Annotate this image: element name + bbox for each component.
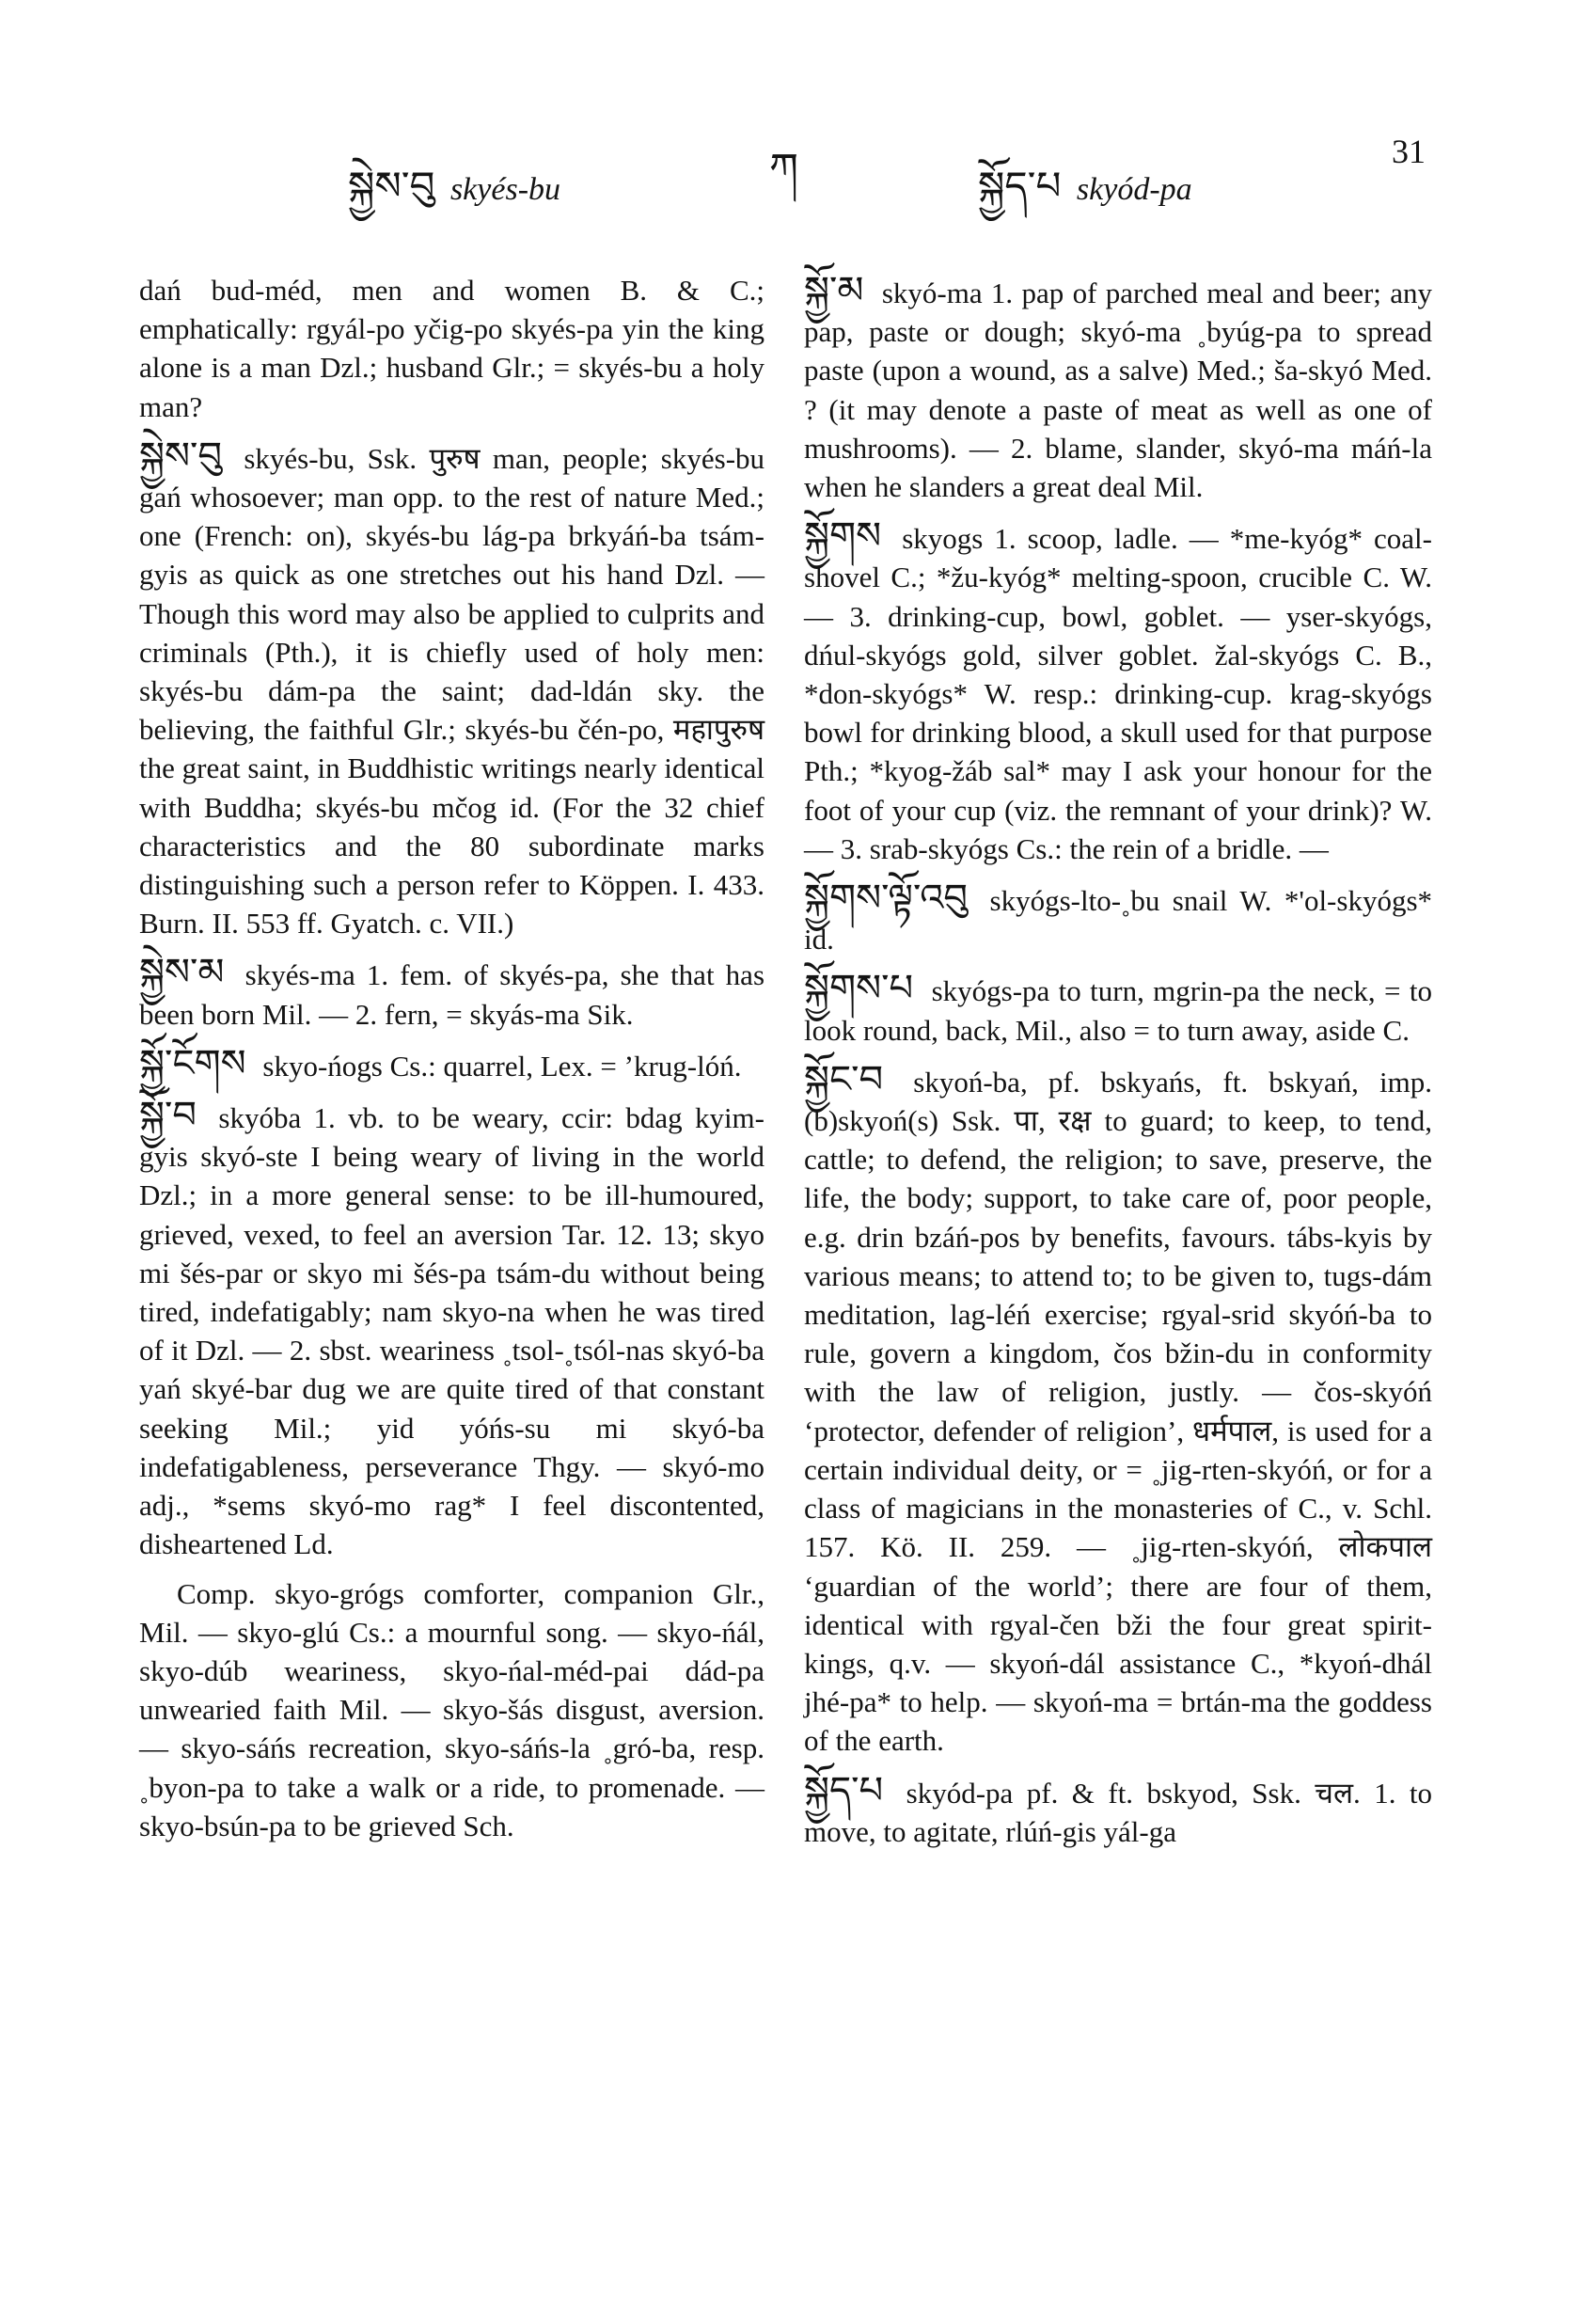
entry-text: skyó-ma 1. pap of parched meal and beer; any pap, paste or dough; skyó-ma ˳byúg-pa to spread paste (upon a wound, as a salve) Med.; ša-skyó Med. ? (it may denote a paste of meat as well as one of mushrooms). — 2. blame, slander, skyó-ma máń-la when he slanders a great deal Mil.	[804, 277, 1432, 504]
entry-headword: སྐྱེས་བུ	[139, 434, 223, 477]
dictionary-entry	[139, 953, 764, 1033]
dictionary-entry	[139, 271, 764, 426]
right-column	[804, 271, 1432, 1861]
left-column	[139, 271, 764, 1856]
entry-text: Comp. skyo-grógs comforter, companion Glr., Mil. — skyo-glú Cs.: a mournful song. — skyo-ńál, skyo-dúb weariness, skyo-ńal-méd-pai dád-pa unwearied faith Mil. — skyo-šás disgust, aversion. — skyo-sáńs recreation, skyo-sáńs-la ˳gró-ba, resp. ˳byon-pa to take a walk or a ride, to promenade. — skyo-bsún-pa to be grieved Sch.	[139, 1576, 764, 1842]
dictionary-entry	[804, 271, 1432, 506]
entry-headword: སྐྱོགས་པ	[804, 967, 914, 1010]
dictionary-entry-compounds	[139, 1574, 764, 1845]
dictionary-entry	[804, 969, 1432, 1049]
running-head-left	[348, 141, 560, 253]
running-head-left-translit: skyés-bu	[449, 172, 561, 207]
entry-text: skyóba 1. vb. to be weary, ccir: bdag kyim-gyis skyó-ste I being weary of living in the world Dzl.; in a more general sense: to be ill-humoured, grieved, vexed, to feel an aversion Tar. 12. 13; skyo mi šés-par or skyo mi šés-pa tsám-du without being tired, indefatigably; nam skyo-na when he was tired of it Dzl. — 2. sbst. weariness ˳tsol-˳tsól-nas skyó-ba yań skyé-bar dug we are quite tired of that constant seeking Mil.; yid yóńs-su mi skyó-ba indefatigableness, perseverance Thgy. — skyó-mo adj., *sems skyó-mo rag* I feel discontented, disheartened Ld.	[139, 1101, 764, 1561]
entry-text: skyogs 1. scoop, ladle. — *me-kyóg* coal-shovel C.; *žu-kyóg* melting-spoon, crucible C. W. — 3. drinking-cup, bowl, goblet. — yser-skyógs, dńul-skyógs gold, silver goblet. žal-skyógs C. B., *don-skyógs* W. resp.: drinking-cup. krag-skyógs bowl for drinking blood, a skull used for that purpose Pth.; *kyog-žáb sal* may I ask your honour for the foot of your cup (viz. the remnant of your drink)? W. — 3. srab-skyógs Cs.: the rein of a bridle. —	[804, 522, 1432, 865]
running-head-right-tibetan: སྐྱོད་པ	[978, 166, 1062, 209]
running-head-right-translit: skyód-pa	[1076, 172, 1192, 207]
dictionary-entry	[804, 1057, 1432, 1761]
page-number: 31	[1392, 133, 1426, 170]
entry-text: dań bud-méd, men and women B. & C.; emphatically: rgyál-po yčig-po skyés-pa yin the king alone is a man Dzl.; husband Glr.; = skyés-bu a holy man?	[139, 274, 764, 423]
entry-headword: སྐྱོང་བ	[804, 1057, 884, 1100]
entry-headword: སྐྱོགས	[804, 514, 882, 558]
entry-text: skyés-ma 1. fem. of skyés-pa, she that has been born Mil. — 2. fern, = skyás-ma Sik.	[139, 958, 765, 1031]
entry-text: skyógs-lto-˳bu snail W. *'ol-skyógs* id.	[804, 884, 1433, 956]
dictionary-entry	[139, 436, 764, 943]
entry-headword: སྐྱོད་པ	[804, 1768, 884, 1811]
entry-text: skyód-pa pf. & ft. bskyod, Ssk. चल. 1. to move, to agitate, rlúń-gis yál-ga	[804, 1776, 1433, 1848]
dictionary-entry	[804, 878, 1432, 958]
entry-text: skyés-bu, Ssk. पुरुष man, people; skyés-bu gań whosoever; man opp. to the rest of nature Med.; one (French: on), skyés-bu lág-pa brkyáń-ba tsám-gyis as quick as one stretches out his hand Dzl. — Though this word may also be applied to culprits and criminals (Pth.), it is chiefly used of holy men: skyés-bu dám-pa the saint; dad-ldán sky. the believing, the faithful Glr.; skyés-bu čén-po, महापुरुष the great saint, in Buddhistic writings nearly identical with Buddha; skyés-bu mčog id. (For the 32 chief characteristics and the 80 subordinate marks distinguishing such a person refer to Köppen. I. 433. Burn. II. 553 ff. Gyatch. c. VII.)	[139, 441, 765, 941]
dictionary-entry	[139, 1041, 764, 1085]
dictionary-entry	[804, 516, 1432, 868]
entry-headword: སྐྱོ་བ	[139, 1094, 197, 1137]
entry-text: skyo-ńogs Cs.: quarrel, Lex. = ʼkrug-lóń.	[262, 1049, 742, 1083]
running-head-left-tibetan: སྐྱེས་བུ	[348, 166, 435, 209]
running-head-center-letter: ཀ	[769, 146, 798, 192]
entry-headword: སྐྱོ་ངོགས	[139, 1041, 246, 1084]
dictionary-entry	[139, 1096, 764, 1563]
entry-text: skyógs-pa to turn, mgrin-pa the neck, = to look round, back, Mil., also = to turn away, aside C.	[804, 974, 1432, 1047]
entry-headword: སྐྱོ་མ	[804, 269, 864, 311]
entry-headword: སྐྱོགས་ལྟོ་འབུ	[804, 877, 969, 920]
dictionary-entry	[804, 1768, 1433, 1851]
entry-headword: སྐྱེས་མ	[139, 951, 225, 994]
entry-text: skyoń-ba, pf. bskyańs, ft. bskyań, imp. (b)skyoń(s) Ssk. पा, रक्ष to guard; to keep, to tend, cattle; to defend, the religion; to save, preserve, the life, the body; support, to take care of, poor people, e.g. drin bzáń-pos by benefits, favours. tábs-kyis by various means; to attend to; to be given to, tugs-dám meditation, lag-léń exercise; rgyal-srid skyóń-ba to rule, govern a kingdom, čos bžin-du in conformity with the law of religion, justly. — čos-skyóń ‘protector, defender of religion’, धर्मपाल, is used for a certain individual deity, or = ˳jig-rten-skyóń, or for a class of magicians in the monasteries of C., v. Schl. 157. Kö. II. 259. — ˳jig-rten-skyóń, लोकपाल ‘guardian of the world’; there are four of them, identical with rgyal-čen bži the four great spirit-kings, q.v. — skyoń-dál assistance C., *kyoń-dhál jhé-pa* to help. — skyoń-ma = brtán-ma the goddess of the earth.	[804, 1065, 1432, 1758]
running-head-right	[978, 141, 1192, 253]
